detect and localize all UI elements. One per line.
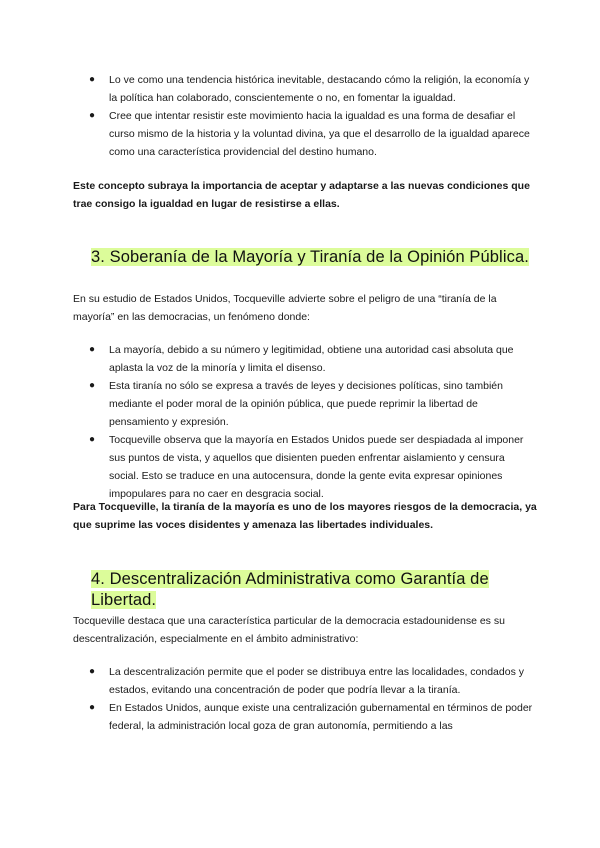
section4-heading: 4. Descentralización Administrativa como Garantía de Libertad.	[91, 570, 489, 609]
list-item: ● Cree que intentar resistir este movimiento hacia la igualdad es una forma de desafiar el curso mismo de la historia y la voluntad divina, ya que el desarrollo de la igualdad aparece como una característica providencial del destino humano.	[73, 107, 535, 161]
bullet-icon: ●	[89, 434, 96, 445]
list-item: ● La descentralización permite que el poder se distribuya entre las localidades, condados y estados, evitando una concentración de poder que podría llevar a la tiranía.	[73, 663, 535, 699]
bullet-icon: ●	[89, 110, 96, 121]
list-item: ● Tocqueville observa que la mayoría en Estados Unidos puede ser despiadada al imponer sus puntos de vista, y aquellos que disienten pueden enfrentar aislamiento y censura social. Esto se traduce en una autocensura, donde la gente evita expresar opiniones impopulares para no caer en desgracia social.	[73, 431, 535, 503]
list-item: ● La mayoría, debido a su número y legitimidad, obtiene una autoridad casi absoluta que aplasta la voz de la minoría y limita el disenso.	[73, 341, 535, 377]
list-item: ● En Estados Unidos, aunque existe una centralización gubernamental en términos de poder federal, la administración local goza de gran autonomía, permitiendo a las	[73, 699, 535, 735]
list-item: ● Lo ve como una tendencia histórica inevitable, destacando cómo la religión, la economía y la política han colaborado, conscientemente o no, en fomentar la igualdad.	[73, 71, 535, 107]
section3-conclusion: Para Tocqueville, la tiranía de la mayoría es uno de los mayores riesgos de la democracia, ya que suprime las voces disidentes y amenaza las libertades individuales.	[73, 501, 537, 531]
section3-bullet-list	[73, 341, 535, 503]
section2-conclusion: Este concepto subraya la importancia de aceptar y adaptarse a las nuevas condiciones que trae consigo la igualdad en lugar de resistirse a ellas.	[73, 180, 530, 210]
section2-bullet-list	[73, 71, 535, 161]
bullet-icon: ●	[89, 702, 96, 713]
section4-intro: Tocqueville destaca que una característica particular de la democracia estadounidense es su descentralización, especialmente en el ámbito administrativo:	[73, 615, 505, 645]
bullet-icon: ●	[89, 344, 96, 355]
list-item: ● Esta tiranía no sólo se expresa a través de leyes y decisiones políticas, sino también mediante el poder moral de la opinión pública, que puede reprimir la libertad de pensamiento y expresión.	[73, 377, 535, 431]
section4-bullet-list	[73, 663, 535, 735]
section3-heading: 3. Soberanía de la Mayoría y Tiranía de la Opinión Pública.	[91, 248, 529, 266]
bullet-icon: ●	[89, 74, 96, 85]
bullet-icon: ●	[89, 666, 96, 677]
section3-intro: En su estudio de Estados Unidos, Tocqueville advierte sobre el peligro de una “tiranía de la mayoría” en las democracias, un fenómeno donde:	[73, 293, 497, 323]
bullet-icon: ●	[89, 380, 96, 391]
